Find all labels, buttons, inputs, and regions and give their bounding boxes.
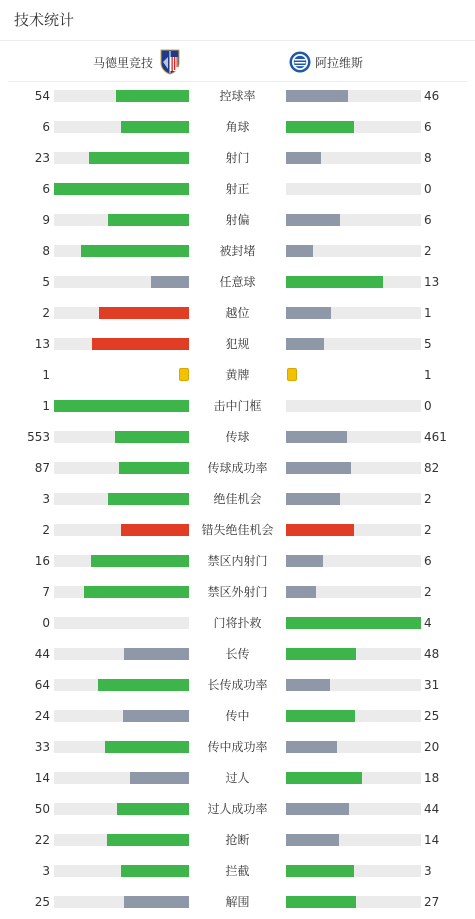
home-stat-bar <box>54 307 189 319</box>
away-stat-bar-fill <box>286 121 354 133</box>
away-stat-bar <box>286 152 421 164</box>
stat-label: 绝佳机会 <box>213 492 262 506</box>
home-stat-bar-fill <box>123 710 189 722</box>
away-stat-bar-fill <box>286 586 316 598</box>
alaves-crest-icon <box>289 49 311 75</box>
stat-row <box>0 830 475 850</box>
home-stat-value: 5 <box>42 275 50 289</box>
away-stat-bar <box>286 462 421 474</box>
away-stat-bar <box>286 617 421 629</box>
stat-row <box>0 892 475 912</box>
home-team-name: 马德里竞技 <box>92 55 153 70</box>
home-stat-value: 87 <box>34 461 50 475</box>
home-stat-value: 64 <box>34 678 50 692</box>
away-stat-value: 8 <box>424 151 432 165</box>
home-stat-bar <box>54 245 189 257</box>
away-yellow-card-icon <box>287 368 297 381</box>
home-stat-value: 14 <box>34 771 50 785</box>
home-stat-bar <box>54 679 189 691</box>
away-stat-bar <box>286 648 421 660</box>
away-stat-bar <box>286 214 421 226</box>
home-stat-value: 7 <box>42 585 50 599</box>
away-stat-bar <box>286 493 421 505</box>
stat-row <box>0 179 475 199</box>
away-stat-bar-fill <box>286 462 351 474</box>
home-stat-bar <box>54 710 189 722</box>
away-stat-value: 1 <box>424 306 432 320</box>
away-stat-bar <box>286 555 421 567</box>
stat-label: 长传 <box>225 647 250 661</box>
away-stat-value: 461 <box>424 430 447 444</box>
away-stat-bar <box>286 245 421 257</box>
home-stat-value: 24 <box>34 709 50 723</box>
home-stat-bar <box>54 555 189 567</box>
home-stat-value: 6 <box>42 182 50 196</box>
away-stat-bar-fill <box>286 555 323 567</box>
away-stat-bar-fill <box>286 741 337 753</box>
away-stat-bar <box>286 307 421 319</box>
home-stat-bar <box>54 338 189 350</box>
home-stat-bar <box>54 896 189 908</box>
home-stat-value: 22 <box>34 833 50 847</box>
home-stat-bar <box>54 617 189 629</box>
stat-row <box>0 427 475 447</box>
stat-row <box>0 644 475 664</box>
away-stat-bar <box>286 865 421 877</box>
away-stat-bar <box>286 524 421 536</box>
away-stat-value: 2 <box>424 523 432 537</box>
away-stat-bar-fill <box>286 493 340 505</box>
home-yellow-card-icon <box>179 368 189 381</box>
away-stat-bar <box>286 896 421 908</box>
away-stat-bar-fill <box>286 648 356 660</box>
away-stat-bar-fill <box>286 803 349 815</box>
stat-label: 射门 <box>225 151 250 165</box>
home-stat-bar-fill <box>84 586 189 598</box>
home-stat-bar-fill <box>151 276 189 288</box>
home-stat-bar <box>54 741 189 753</box>
away-stat-bar <box>286 276 421 288</box>
away-stat-bar <box>286 741 421 753</box>
stat-label: 传球 <box>225 430 250 444</box>
away-stat-bar-fill <box>286 865 354 877</box>
stat-label: 传中成功率 <box>207 740 268 754</box>
home-stat-value: 50 <box>34 802 50 816</box>
home-stat-value: 1 <box>42 399 50 413</box>
stat-label: 越位 <box>225 306 250 320</box>
home-stat-bar <box>54 493 189 505</box>
stat-row <box>0 799 475 819</box>
stat-label: 射正 <box>225 182 250 196</box>
stat-label: 传球成功率 <box>207 461 268 475</box>
away-stat-bar-fill <box>286 90 348 102</box>
stat-row <box>0 675 475 695</box>
away-stat-bar-fill <box>286 214 340 226</box>
stat-row <box>0 396 475 416</box>
home-stat-bar-fill <box>54 183 189 195</box>
home-stat-value: 25 <box>34 895 50 909</box>
away-stat-bar-fill <box>286 834 339 846</box>
home-stat-bar <box>54 400 189 412</box>
home-stat-bar-fill <box>119 462 189 474</box>
home-stat-value: 1 <box>42 368 50 382</box>
home-stat-bar <box>54 803 189 815</box>
away-stat-bar <box>286 431 421 443</box>
stat-label: 犯规 <box>225 337 250 351</box>
home-stat-bar-fill <box>108 493 189 505</box>
home-stat-bar-fill <box>121 121 189 133</box>
stat-row <box>0 458 475 478</box>
home-stat-bar-fill <box>108 214 189 226</box>
home-stat-bar <box>54 462 189 474</box>
stat-label: 拦截 <box>225 864 250 878</box>
away-stat-bar <box>286 710 421 722</box>
home-stat-value: 2 <box>42 306 50 320</box>
home-stat-bar <box>54 865 189 877</box>
away-stat-value: 82 <box>424 461 440 475</box>
away-stat-value: 44 <box>424 802 440 816</box>
home-team[interactable] <box>93 49 181 75</box>
away-stat-value: 25 <box>424 709 440 723</box>
team-header <box>8 41 467 82</box>
stat-row <box>0 365 475 385</box>
home-stat-bar <box>54 152 189 164</box>
stat-row <box>0 303 475 323</box>
home-stat-bar <box>54 214 189 226</box>
away-stat-bar <box>286 338 421 350</box>
stat-row <box>0 861 475 881</box>
home-stat-value: 6 <box>42 120 50 134</box>
home-stat-value: 9 <box>42 213 50 227</box>
home-stat-bar <box>54 834 189 846</box>
stat-row <box>0 768 475 788</box>
away-stat-bar <box>286 772 421 784</box>
away-stat-value: 18 <box>424 771 440 785</box>
home-stat-bar-fill <box>116 90 189 102</box>
away-stat-bar-fill <box>286 772 362 784</box>
home-stat-bar-fill <box>89 152 189 164</box>
home-stat-value: 44 <box>34 647 50 661</box>
home-stat-bar-fill <box>117 803 189 815</box>
stat-label: 击中门框 <box>213 399 262 413</box>
home-stat-bar-fill <box>92 338 189 350</box>
stats-header <box>0 0 475 41</box>
away-stat-value: 2 <box>424 244 432 258</box>
away-stat-value: 6 <box>424 213 432 227</box>
stat-label: 黄牌 <box>225 368 250 382</box>
away-stat-value: 6 <box>424 554 432 568</box>
stat-label: 角球 <box>225 120 250 134</box>
home-stat-bar-fill <box>54 400 189 412</box>
stat-label: 控球率 <box>219 89 256 103</box>
stat-row <box>0 551 475 571</box>
away-stat-bar-fill <box>286 152 321 164</box>
away-stat-value: 46 <box>424 89 440 103</box>
away-stat-value: 6 <box>424 120 432 134</box>
home-stat-bar-fill <box>107 834 189 846</box>
home-stat-bar <box>54 90 189 102</box>
away-stat-bar-fill <box>286 307 331 319</box>
stat-label: 抢断 <box>225 833 250 847</box>
away-stat-value: 13 <box>424 275 440 289</box>
stat-row <box>0 520 475 540</box>
home-stat-bar-fill <box>121 865 189 877</box>
away-stat-value: 2 <box>424 492 432 506</box>
home-stat-value: 23 <box>34 151 50 165</box>
home-stat-bar-fill <box>105 741 189 753</box>
stat-label: 禁区外射门 <box>207 585 268 599</box>
away-stat-value: 4 <box>424 616 432 630</box>
stat-label: 过人成功率 <box>207 802 268 816</box>
away-stat-value: 1 <box>424 368 432 382</box>
home-stat-value: 3 <box>42 864 50 878</box>
away-stat-bar-fill <box>286 710 355 722</box>
home-stat-bar <box>54 772 189 784</box>
away-stat-bar-fill <box>286 431 347 443</box>
stat-row <box>0 613 475 633</box>
home-stat-bar <box>54 524 189 536</box>
away-stat-bar-fill <box>286 896 356 908</box>
away-stat-value: 14 <box>424 833 440 847</box>
home-stat-bar-fill <box>121 524 189 536</box>
home-stat-bar-fill <box>115 431 189 443</box>
home-stat-bar-fill <box>81 245 189 257</box>
away-stat-bar <box>286 121 421 133</box>
home-stat-value: 54 <box>34 89 50 103</box>
home-stat-value: 33 <box>34 740 50 754</box>
stat-row <box>0 737 475 757</box>
home-stat-bar-fill <box>98 679 189 691</box>
stat-row <box>0 706 475 726</box>
away-stat-value: 5 <box>424 337 432 351</box>
stat-label: 传中 <box>225 709 250 723</box>
home-stat-value: 3 <box>42 492 50 506</box>
away-stat-bar <box>286 90 421 102</box>
stat-row <box>0 582 475 602</box>
stat-row <box>0 241 475 261</box>
away-stat-bar <box>286 803 421 815</box>
away-stat-value: 0 <box>424 399 432 413</box>
home-stat-bar-fill <box>124 896 189 908</box>
away-stat-value: 2 <box>424 585 432 599</box>
away-stat-bar-fill <box>286 245 313 257</box>
away-stat-bar <box>286 834 421 846</box>
away-stat-bar-fill <box>286 679 330 691</box>
home-stat-bar-fill <box>124 648 189 660</box>
stat-row <box>0 489 475 509</box>
home-stat-bar <box>54 121 189 133</box>
home-stat-bar <box>54 648 189 660</box>
stat-row <box>0 117 475 137</box>
away-stat-value: 48 <box>424 647 440 661</box>
away-stat-bar <box>286 679 421 691</box>
stat-row <box>0 86 475 106</box>
home-stat-bar <box>54 431 189 443</box>
home-stat-bar-fill <box>130 772 189 784</box>
away-stat-bar-fill <box>286 524 354 536</box>
home-stat-bar-fill <box>99 307 189 319</box>
away-stat-value: 27 <box>424 895 440 909</box>
stat-row <box>0 148 475 168</box>
stat-label: 被封堵 <box>219 244 256 258</box>
away-stat-value: 20 <box>424 740 440 754</box>
away-stat-bar <box>286 586 421 598</box>
stat-label: 禁区内射门 <box>207 554 268 568</box>
home-stat-bar <box>54 183 189 195</box>
away-stat-value: 3 <box>424 864 432 878</box>
stat-label: 错失绝佳机会 <box>201 523 274 537</box>
stat-label: 门将扑救 <box>213 616 262 630</box>
stat-label: 任意球 <box>219 275 256 289</box>
stat-row <box>0 210 475 230</box>
stat-row <box>0 334 475 354</box>
away-team[interactable] <box>289 49 363 75</box>
home-stat-value: 0 <box>42 616 50 630</box>
away-stat-bar-fill <box>286 276 383 288</box>
home-stat-bar-fill <box>91 555 189 567</box>
stat-label: 射偏 <box>225 213 250 227</box>
away-stat-value: 31 <box>424 678 440 692</box>
stat-label: 解围 <box>225 895 250 909</box>
away-stat-value: 0 <box>424 182 432 196</box>
away-stat-bar <box>286 183 421 195</box>
stat-label: 长传成功率 <box>207 678 268 692</box>
home-stat-bar <box>54 586 189 598</box>
away-stat-bar <box>286 400 421 412</box>
home-stat-value: 553 <box>27 430 50 444</box>
home-stat-bar <box>54 276 189 288</box>
home-stat-value: 8 <box>42 244 50 258</box>
atletico-madrid-crest-icon <box>159 49 181 75</box>
home-stat-value: 2 <box>42 523 50 537</box>
away-team-name: 阿拉维斯 <box>315 55 364 70</box>
page-title: 技术统计 <box>14 11 75 29</box>
home-stat-value: 16 <box>34 554 50 568</box>
stat-label: 过人 <box>225 771 250 785</box>
away-stat-bar-fill <box>286 617 421 629</box>
away-stat-bar-fill <box>286 338 324 350</box>
stat-row <box>0 272 475 292</box>
home-stat-value: 13 <box>34 337 50 351</box>
